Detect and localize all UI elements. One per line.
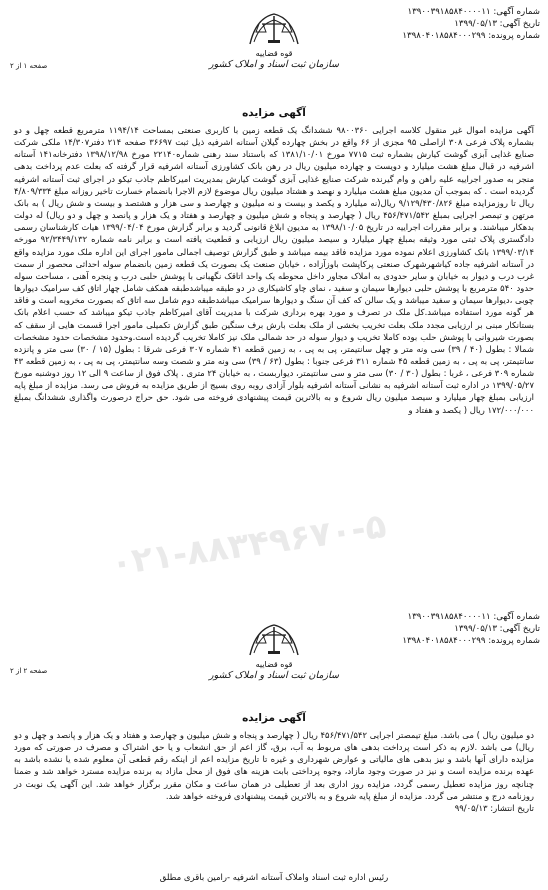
phone-watermark: ۰۲۱-۸۸۳۴۹۶۷۰-۵ bbox=[108, 505, 389, 585]
page-number: صفحه ۱ از ۲ bbox=[10, 62, 48, 70]
organization-name: سازمان ثبت اسناد و املاک کشور bbox=[209, 59, 339, 70]
notice-meta bbox=[402, 611, 540, 647]
judiciary-emblem bbox=[194, 619, 354, 682]
notice-title: آگهی مزایده bbox=[242, 712, 306, 724]
notice-body bbox=[14, 729, 534, 814]
signature-line: رئیس اداره ثبت اسناد واملاک آستانه اشرفیه -رامین باقری مطلق bbox=[159, 873, 389, 883]
auction-notice-page-2 bbox=[0, 605, 548, 890]
publication-date: تاریخ انتشار: ۹۹/۰۵/۱۳ bbox=[454, 802, 534, 813]
notice-number: شماره آگهی: ۱۳۹۰۰۳۹۱۸۵۸۴۰۰۰۰۱۱ bbox=[407, 612, 540, 622]
notice-date: تاریخ آگهی: ۱۳۹۹/۰۵/۱۳ bbox=[454, 624, 540, 634]
notice-body-text: دو میلیون ریال ) می باشد. مبلغ تیمصتر اجرایی ۴۵۶/۴۷۱/۵۴۲ ریال ( چهارصد و پنجاه و شش میلیون و چهارصد و هفتاد و یک هزار و پانصد و چهل و دو ریال) می باشد .لازم به ذکر است پرداخت بدهی های مربوط به آب، برق، گاز اعم از حق انشعاب و یا حق اشتراک و مصرف در صورتی که مورد مزایده دارای آنها باشد و نیز بدهی های مالیاتی و عوارض شهرداری و غیره تا تاریخ مزایده اعم از اینکه رقم قطعی آن معلوم شده یا نشده باشد به عهده برنده مزایده است و نیز در صورت وجود مازاد، وجوه پرداختی بابت هزینه های فوق از محل مازاد به برنده مزایده مسترد خواهد شد و ضمنا چنانچه روز مزایده تعطیل رسمی گردد، مزایده روز اداری بعد از تعطیلی در همان ساعت و مکان مقرر برگزار خواهد شد. این آگهی یک نوبت در روزنامه درج و منتشر می گردد. مزایده از مبلغ پایه شروع و به بالاترین قیمت پیشنهادی فروخته خواهد شد. bbox=[14, 730, 534, 801]
notice-date: تاریخ آگهی: ۱۳۹۹/۰۵/۱۳ bbox=[454, 19, 540, 29]
scales-emblem-icon bbox=[246, 619, 302, 659]
notice-meta bbox=[402, 6, 540, 42]
page-number: صفحه ۲ از ۲ bbox=[10, 667, 48, 675]
scales-emblem-icon bbox=[246, 8, 302, 48]
notice-number: شماره آگهی: ۱۳۹۰۰۳۹۱۸۵۸۴۰۰۰۰۱۱ bbox=[407, 7, 540, 17]
case-number: شماره پرونده: ۱۳۹۸۰۴۰۱۸۵۸۴۰۰۰۲۹۹ bbox=[402, 636, 540, 646]
case-number: شماره پرونده: ۱۳۹۸۰۴۰۱۸۵۸۴۰۰۰۲۹۹ bbox=[402, 31, 540, 41]
organization-name: سازمان ثبت اسناد و املاک کشور bbox=[209, 670, 339, 681]
notice-title: آگهی مزایده bbox=[242, 107, 306, 119]
judiciary-label: قوه قضاییه bbox=[255, 660, 293, 669]
notice-body-text: آگهی مزایده اموال غیر منقول کلاسه اجرایی ۹۸۰۰۳۶۰ ششدانگ یک قطعه زمین با کاربری صنعتی بمساحت ۱۱۹۴/۱۴ مترمربع قطعه چهل و دو بشماره پلاک فرعی ۳۰۸ ازاصلی ۹۵ مجزی از ۶۶ واقع در بخش چهارده گیلان آستانه اشرفیه ذیل ثبت ۳۶۶۹۷ صفحه ۲۱۴ دفتر۱۴/۳۰۷ ملکی شرکت صنایع غذایی آبزی گوشت کیارش بشماره ثبت ۷۷۱۵ مورخ ۱۳۸۱/۱۰/۰۱ که باستناد سند رهنی شماره۲۲۱۴۰ مورخ ۱۳۹۸/۱۲/۹۸ دفترخانه۱۴۱ آستانه اشرفیه در قبال مبلغ هشت میلیارد و دویست و چهارده میلیون ریال در رهن بانک کشاورزی آستانه اشرفیه قرار گرفته که بعلت عدم پرداخت بدهی منجر به صدور اجراییه علیه راهن و وام گیرنده شرکت صنایع غذایی آبزی گوشت کیارش بمدیریت امیرکاظم جاذب تیکو در اجرای ثبت آستانه اشرفیه گردیده است . که بموجب آن مدیون مبلغ هشت میلیارد و نهصد و هشتاد میلیون ریال موضوع لازم الاجرا بانضمام خسارت تاخیر روزانه مبلغ ۴/۸۰۹/۳۳۴ ریال تا روزمزایده مبلغ ۹/۱۲۹/۴۳۰/۸۲۶ ریال(نه میلیارد و یکصد و بیست و نه میلیون و چهارصد و سی هزار و هشتصد و بیست و شش ریال ) به بانک مرتهن و تیمصر اجرایی بمبلغ ۴۵۶/۴۷۱/۵۴۲ ریال ( چهارصد و پنجاه و شش میلیون و چهارصد و هفتاد و یک هزار و پانصد و چهل و دو ریال) له دولت بدهکار میباشند. و برابر مقررات اجراییه در تاریخ ۱۳۹۸/۱۰/۰۵ به مدیون ابلاغ قانونی گردید و برابر گزارش مورخ ۱۳۹۹/۰۴/۰۴ هیات کارشناسان رسمی دادگستری پلاک ثبتی مورد وثیقه بمبلغ چهار میلیارد و سیصد میلیون ریال ارزیابی و قطعیت یافته است و برابر نامه شماره ۹۲/۳۴۴۹/۱۳۲ مورخه ۱۳۹۹/۰۳/۱۴ بانک کشاورزی اعلام نموده مورد مزایده فاقد بیمه میباشد و طبق گزارش توصیف اجمالی مامور اجرای این اداره ملک مورد مزایده واقع در آستانه اشرفیه جاده کیاشهرشهرک صنعتی پرکاپشت باوزآزاده ، خیابان صنعت یک بصورت یک قطعه زمین بانضمام سوله احداثی محصور از سمت غرب درب و دیوار به خیابان و سایر حدودی به املاک مجاور داخل محوطه یک واحد اتاقک نگهبانی با پوشش حلبی درب و پنجره آهنی ، مساحت سوله حدود ۵۴۰ مترمربع با پوشش حلبی دیوارها سیمان و سفید ، نمای چاو کاشیکاری در دو طبقه میباشدطبقه همکف شامل چهار اتاق کف سرامیک دیوارها چوبی ،دیوارها سیمان و سفید میباشد و یک سالن که کف آن سنگ و دیوارها سرامیک میباشدطبقه دوم شامل سه اتاق که بصورت مخروبه است و فاقد هر گونه مورد استفاده میباشد.کل ملک در تصرف و مورد بهره برداری شرکت با مدیریت آقای امیرکاظم جاذب تیکو میباشد که حسب اعلام بانک بستانکار مبنی بر ارزیابی مجدد ملک بعلت تخریب بخشی از ملک بعلت بارش برف سنگین طبق گزارش تکمیلی مامور اجرا قسمت هایی از سقف که بصورت شیروانی با پوشش حلب بوده کاملا تخریب و دیوار سوله در حد شمالی ملک نیز کاملا تخریب گردیده است.وحدود مشخصات حدود مشخصات شمالا : بطول (۴۰ / ۳۹) سی ونه متر و چهل سانتیمتر، پی به پی ، به زمین قطعه ۴۱ شماره ۳۰۷ فرعی شرقا : بطول (۱۵ / ۳۰) سی متر و پانزده سانتیمتر، پی به پی ، به زمین قطعه ۴۵ شماره ۳۱۱ فرعی جنوبا : بطول (۶۳ / ۳۹) سی ونه متر و شصت وسه سانتیمتر، پی به پی ، به زمین قطعه ۴۳ شماره ۳۰۹ فرعی ، غربا : بطول (۳۰ / ۳۰) سی متر و سی سانتیمتر، دیواربست ، به خیابان ۲۴ متری . پلاک فوق از ساعت ۹ الی ۱۲ روز دوشنبه مورخ ۱۳۹۹/۰۵/۲۷ در اداره ثبت آستانه اشرفیه به نشانی آستانه اشرفیه بلوار آزادی روبه روی بسیج از طریق مزایده به فروش می رسد. مزایده از مبلغ پایه ارزیابی بمبلغ چهار میلیارد و سیصد میلیون ریال شروع و به بالاترین قیمت پیشنهادی فروخته می شود. حق حراج درصورت واگذاری ششدانگ بمبلغ ۱۷۲/۰۰۰/۰۰۰ ریال ( یکصد و هفتاد و bbox=[14, 125, 535, 415]
notice-body bbox=[14, 124, 534, 416]
judiciary-emblem bbox=[194, 8, 354, 71]
judiciary-label: قوه قضاییه bbox=[255, 49, 293, 58]
